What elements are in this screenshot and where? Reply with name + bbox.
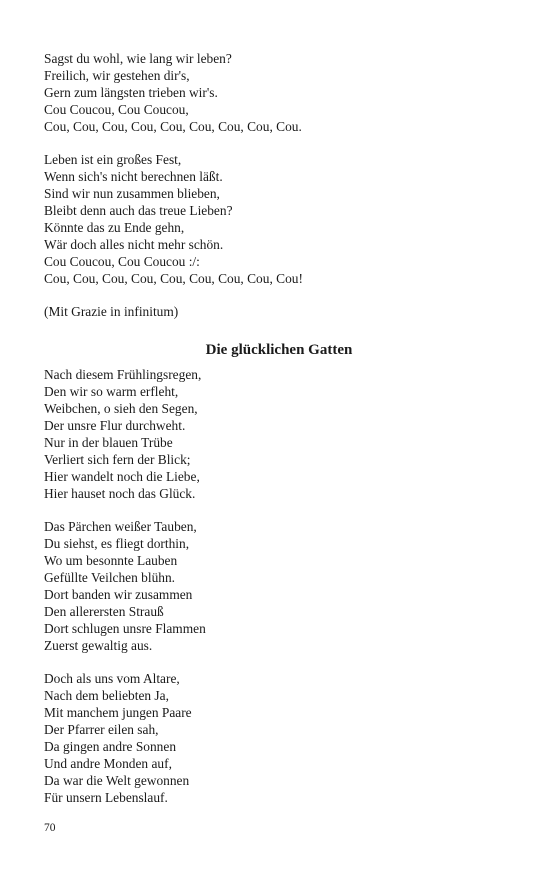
verse-line: Cou, Cou, Cou, Cou, Cou, Cou, Cou, Cou, Cou. xyxy=(44,119,302,134)
poem-title: Die glücklichen Gatten xyxy=(205,342,353,358)
verse-line: Da gingen andre Sonnen xyxy=(44,739,177,754)
verse-line: Der unsre Flur durchweht. xyxy=(44,418,186,433)
poem-2-stanza-3 xyxy=(44,670,514,806)
verse-line: Da war die Welt gewonnen xyxy=(44,773,190,788)
verse-line: Den wir so warm erfleht, xyxy=(44,384,179,399)
performance-note: (Mit Grazie in infinitum) xyxy=(44,304,179,319)
verse-line: Leben ist ein großes Fest, xyxy=(44,152,182,167)
verse-line: Wär doch alles nicht mehr schön. xyxy=(44,237,224,252)
verse-line: Doch als uns vom Altare, xyxy=(44,671,180,686)
verse-line: Du siehst, es fliegt dorthin, xyxy=(44,536,190,551)
verse-line: Und andre Monden auf, xyxy=(44,756,172,771)
verse-line: Cou, Cou, Cou, Cou, Cou, Cou, Cou, Cou, Cou! xyxy=(44,271,303,286)
verse-line: Verliert sich fern der Blick; xyxy=(44,452,191,467)
verse-line: Gefüllte Veilchen blühn. xyxy=(44,570,176,585)
verse-line: Gern zum längsten trieben wir's. xyxy=(44,85,218,100)
verse-line: Hier hauset noch das Glück. xyxy=(44,486,196,501)
verse-line: Mit manchem jungen Paare xyxy=(44,705,192,720)
page-number: 70 xyxy=(44,822,56,834)
poem-1-stanza-2 xyxy=(44,151,514,287)
verse-line: Weibchen, o sieh den Segen, xyxy=(44,401,198,416)
poem-2-stanza-2 xyxy=(44,518,514,654)
poem-1 xyxy=(44,50,514,320)
verse-line: Das Pärchen weißer Tauben, xyxy=(44,519,197,534)
verse-line: Dort banden wir zusammen xyxy=(44,587,193,602)
verse-line: Zuerst gewaltig aus. xyxy=(44,638,153,653)
verse-line: Hier wandelt noch die Liebe, xyxy=(44,469,200,484)
verse-line: Wenn sich's nicht berechnen läßt. xyxy=(44,169,223,184)
verse-line: Nur in der blauen Trübe xyxy=(44,435,173,450)
poem-2 xyxy=(44,340,514,806)
poem-2-stanza-1 xyxy=(44,366,514,502)
verse-line: Nach diesem Frühlingsregen, xyxy=(44,367,202,382)
verse-line: Wo um besonnte Lauben xyxy=(44,553,178,568)
verse-line: Den allerersten Strauß xyxy=(44,604,164,619)
verse-line: Sagst du wohl, wie lang wir leben? xyxy=(44,51,232,66)
verse-line: Könnte das zu Ende gehn, xyxy=(44,220,185,235)
verse-line: Der Pfarrer eilen sah, xyxy=(44,722,159,737)
verse-line: Sind wir nun zusammen blieben, xyxy=(44,186,220,201)
page-content xyxy=(44,50,514,822)
verse-line: Bleibt denn auch das treue Lieben? xyxy=(44,203,233,218)
verse-line: Dort schlugen unsre Flammen xyxy=(44,621,206,636)
verse-line: Cou Coucou, Cou Coucou, xyxy=(44,102,189,117)
verse-line: Für unsern Lebenslauf. xyxy=(44,790,168,805)
verse-line: Cou Coucou, Cou Coucou :/: xyxy=(44,254,200,269)
poem-1-stanza-1 xyxy=(44,50,514,135)
verse-line: Freilich, wir gestehen dir's, xyxy=(44,68,190,83)
verse-line: Nach dem beliebten Ja, xyxy=(44,688,169,703)
